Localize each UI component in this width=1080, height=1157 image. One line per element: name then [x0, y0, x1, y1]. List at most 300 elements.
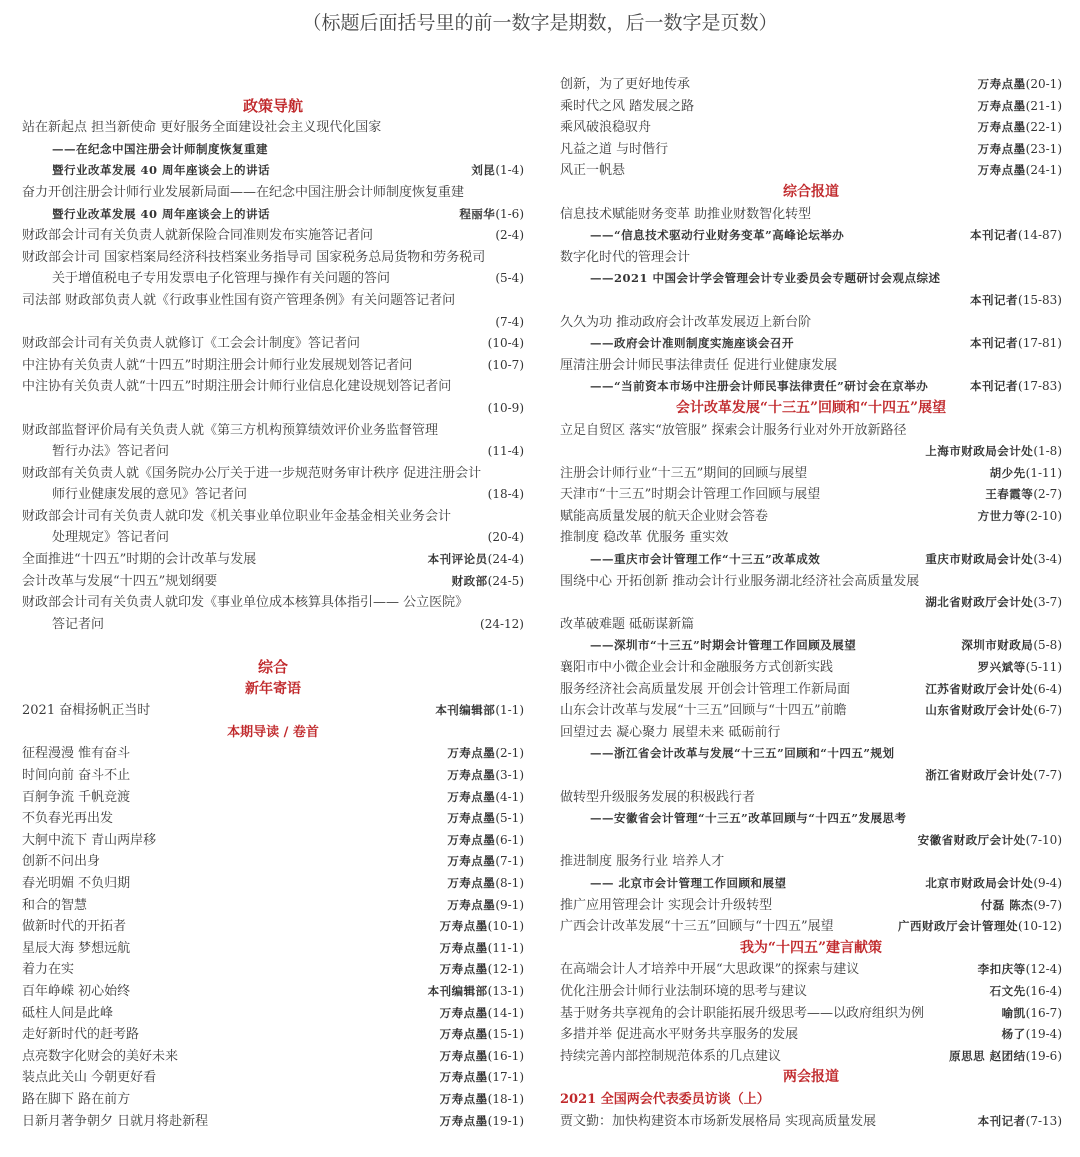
entry-title: —— 北京市会计管理工作回顾和展望	[590, 875, 787, 890]
entry-title: 创新不问出身	[22, 854, 101, 870]
entry-title: 服务经济社会高质量发展 开创会计管理工作新局面	[560, 681, 851, 697]
entry-author: 付磊 陈杰	[980, 897, 1034, 912]
toc-entry	[560, 420, 1062, 442]
entry-issue-page: (9-7)	[1033, 897, 1062, 912]
entry-issue-page: (1-8)	[1033, 444, 1062, 459]
toc-entry	[560, 592, 1062, 614]
entry-title: 中注协有关负责人就“十四五”时期注册会计师行业发展规划答记者问	[22, 357, 413, 373]
entry-author: 杨了	[1001, 1027, 1026, 1042]
entry-title: 装点此关山 今朝更好看	[22, 1070, 157, 1086]
toc-entry	[560, 484, 1062, 506]
entry-issue-page: (2-7)	[1033, 487, 1062, 502]
entry-author: 万寿点墨	[447, 897, 496, 912]
toc-entry	[560, 571, 1062, 593]
toc-entry	[560, 873, 1062, 895]
entry-issue-page: (18-1)	[487, 1091, 524, 1106]
entry-title: 全面推进“十四五”时期的会计改革与发展	[22, 552, 257, 568]
entry-title: 优化注册会计师行业法制环境的思考与建议	[560, 983, 808, 999]
entry-title: 路在脚下 路在前方	[22, 1091, 131, 1107]
toc-entry	[22, 527, 524, 549]
entry-issue-page: (10-12)	[1018, 919, 1062, 934]
entry-issue-page: (15-1)	[487, 1027, 524, 1042]
toc-entry	[22, 1046, 524, 1068]
entry-issue-page: (11-4)	[487, 444, 524, 459]
entry-title: 创新，为了更好地传承	[560, 77, 691, 92]
toc-entry	[560, 1024, 1062, 1046]
entry-issue-page: (24-4)	[487, 552, 524, 567]
entry-issue-page: (17-1)	[487, 1070, 524, 1085]
toc-entry	[560, 247, 1062, 269]
entry-source	[474, 614, 524, 636]
entry-source	[964, 225, 1062, 247]
entry-title: ——深圳市“十三五”时期会计管理工作回顾及展望	[590, 638, 857, 653]
entry-source	[489, 225, 524, 247]
entry-source	[441, 787, 524, 809]
entry-author: 本刊记者	[977, 1113, 1026, 1128]
toc-entry	[560, 225, 1062, 247]
entry-title: 百舸争流 千帆竞渡	[22, 789, 131, 805]
toc-entry	[22, 160, 524, 182]
toc-entry	[560, 808, 1062, 830]
entry-title: ——2021 中国会计学会管理会计专业委员会专题研讨会观点综述	[590, 271, 941, 286]
entry-issue-page: (6-7)	[1033, 703, 1062, 718]
entry-title: 司法部 财政部负责人就《行政事业性国有资产管理条例》有关问题答记者问	[22, 292, 456, 308]
entry-author: 深圳市财政局	[961, 638, 1034, 653]
entry-issue-page: (5-4)	[495, 271, 524, 286]
entry-issue-page: (10-4)	[487, 336, 524, 351]
toc-entry	[560, 657, 1062, 679]
entry-source	[972, 657, 1062, 679]
toc-entry	[560, 722, 1062, 744]
entry-source	[434, 1111, 524, 1133]
entry-title: 财政部会计司有关负责人就印发《机关事业单位职业年金基金相关业务会计	[22, 508, 452, 524]
toc-entry	[22, 506, 524, 528]
right-column	[560, 74, 1062, 1132]
entry-issue-page: (19-1)	[487, 1113, 524, 1128]
entry-source	[984, 981, 1062, 1003]
entry-issue-page: (7-13)	[1025, 1113, 1062, 1128]
entry-issue-page: (8-1)	[495, 875, 524, 890]
entry-issue-page: (6-1)	[495, 832, 524, 847]
subsection-heading: 本期导读 / 卷首	[227, 724, 319, 740]
entry-title: ——在纪念中国注册会计师制度恢复重建	[52, 141, 268, 156]
entry-source	[434, 916, 524, 938]
entry-author: 本刊评论员	[427, 552, 488, 567]
entry-title: 财政部会计司有关负责人就新保险合同准则发布实施答记者问	[22, 228, 374, 244]
entry-source	[919, 679, 1062, 701]
entry-title: 百年峥嵘 初心始终	[22, 983, 131, 999]
entry-source	[919, 592, 1062, 614]
toc-entry	[22, 1024, 524, 1046]
entry-author: 万寿点墨	[439, 1005, 488, 1020]
entry-author: 石文先	[989, 983, 1026, 998]
entry-title: 财政部有关负责人就《国务院办公厅关于进一步规范财务审计秩序 促进注册会计	[22, 465, 482, 481]
toc-entry	[22, 398, 524, 420]
entry-source	[919, 700, 1062, 722]
entry-author: 万寿点墨	[447, 854, 496, 869]
entry-title: 和合的智慧	[22, 897, 88, 913]
entry-author: 万寿点墨	[439, 1070, 488, 1085]
toc-entry	[560, 743, 1062, 765]
toc-entry	[22, 204, 524, 226]
entry-source	[996, 1003, 1062, 1025]
entry-author: 本刊记者	[970, 379, 1019, 394]
entry-author: 万寿点墨	[977, 98, 1026, 113]
entry-source	[441, 808, 524, 830]
entry-title: 财政部会计司有关负责人就印发《事业单位成本核算具体指引—— 公立医院》	[22, 595, 469, 611]
toc-entry	[560, 614, 1062, 636]
entry-title: 回望过去 凝心聚力 展望未来 砥砺前行	[560, 724, 781, 740]
entry-issue-page: (17-83)	[1018, 379, 1062, 394]
entry-source	[979, 484, 1062, 506]
entry-source	[984, 463, 1062, 485]
entry-title: 天津市“十三五”时期会计管理工作回顾与展望	[560, 487, 821, 503]
toc-entry	[560, 1111, 1062, 1133]
subsection-heading: 2021 全国两会代表委员访谈（上）	[560, 1091, 770, 1107]
entry-author: 万寿点墨	[447, 811, 496, 826]
entry-author: 万寿点墨	[439, 962, 488, 977]
entry-issue-page: (2-4)	[495, 228, 524, 243]
toc-entry	[22, 851, 524, 873]
toc-entry	[22, 873, 524, 895]
entry-source	[482, 333, 524, 355]
section-heading: 综合报道	[783, 183, 839, 200]
toc-entry	[560, 268, 1062, 290]
entry-issue-page: (3-1)	[495, 768, 524, 782]
entry-title: 基于财务共享视角的会计职能拓展升级思考——以政府组织为例	[560, 1005, 925, 1021]
entry-issue-page: (10-7)	[487, 357, 524, 372]
toc-entry	[22, 1003, 524, 1025]
entry-source	[434, 959, 524, 981]
entry-issue-page: (9-4)	[1033, 875, 1062, 890]
entry-source	[919, 441, 1062, 463]
toc-entry	[22, 765, 524, 787]
entry-title: 走好新时代的赶考路	[22, 1027, 140, 1043]
entry-author: 李扣庆等	[977, 962, 1026, 977]
entry-author: 万寿点墨	[447, 768, 496, 782]
entry-issue-page: (7-7)	[1033, 768, 1062, 782]
page-header-note: （标题后面括号里的前一数字是期数，后一数字是页数）	[302, 12, 778, 34]
toc-entry	[560, 376, 1062, 398]
entry-source	[441, 895, 524, 917]
entry-issue-page: (10-9)	[487, 400, 524, 415]
entry-issue-page: (1-4)	[495, 163, 524, 178]
entry-source	[955, 635, 1062, 657]
entry-source	[972, 74, 1062, 96]
entry-title: ——重庆市会计管理工作“十三五”改革成效	[590, 552, 821, 567]
entry-source	[446, 571, 524, 593]
entry-issue-page: (20-1)	[1025, 77, 1062, 91]
entry-title: 关于增值税电子专用发票电子化管理与操作有关问题的答问	[52, 271, 391, 287]
entry-title: 襄阳市中小微企业会计和金融服务方式创新实践	[560, 660, 834, 676]
entry-author: 万寿点墨	[977, 163, 1026, 178]
entry-title: 做新时代的开拓者	[22, 919, 127, 935]
toc-entry	[22, 225, 524, 247]
entry-source	[434, 1003, 524, 1025]
entry-title: 日新月著争朝夕 日就月将赴新程	[22, 1113, 209, 1129]
toc-entry	[22, 571, 524, 593]
entry-source	[996, 1024, 1062, 1046]
entry-title: 推广应用管理会计 实现会计升级转型	[560, 897, 773, 913]
entry-issue-page: (24-5)	[487, 573, 524, 588]
section-heading: 会计改革发展“十三五”回顾和“十四五”展望	[675, 399, 947, 416]
toc-entry	[22, 484, 524, 506]
entry-title: 大舸中流下 青山两岸移	[22, 832, 157, 848]
entry-author: 万寿点墨	[447, 875, 496, 890]
entry-source	[441, 765, 524, 787]
entry-title: 注册会计师行业“十三五”期间的回顾与展望	[560, 465, 808, 481]
entry-title: 乘时代之风 踏发展之路	[560, 98, 695, 114]
entry-issue-page: (19-4)	[1025, 1027, 1062, 1042]
entry-title: 时间向前 奋斗不止	[22, 768, 131, 783]
entry-source	[972, 139, 1062, 161]
entry-author: 万寿点墨	[439, 919, 488, 934]
toc-entry	[22, 355, 524, 377]
entry-author: 浙江省财政厅会计处	[925, 768, 1034, 782]
entry-title: 多措并举 促进高水平财务共享服务的发展	[560, 1027, 799, 1043]
entry-source	[434, 1024, 524, 1046]
toc-entry	[560, 117, 1062, 139]
entry-author: 重庆市财政局会计处	[925, 552, 1034, 567]
entry-author: 本刊记者	[970, 228, 1019, 243]
entry-source	[972, 506, 1062, 528]
entry-issue-page: (4-1)	[495, 789, 524, 804]
entry-author: 刘昆	[471, 163, 496, 178]
entry-issue-page: (5-11)	[1025, 660, 1062, 675]
toc-entry	[22, 117, 524, 139]
entry-title: 赋能高质量发展的航天企业财会答卷	[560, 508, 769, 524]
entry-title: 处理规定》答记者问	[52, 530, 170, 546]
toc-entry	[560, 312, 1062, 334]
entry-author: 方世力等	[977, 508, 1026, 523]
toc-entry	[22, 376, 524, 398]
entry-author: 万寿点墨	[439, 1113, 488, 1128]
toc-entry	[22, 1067, 524, 1089]
entry-title: ——“当前资本市场中注册会计师民事法律责任”研讨会在京举办	[590, 379, 929, 394]
entry-author: 万寿点墨	[977, 77, 1026, 91]
entry-issue-page: (16-1)	[487, 1048, 524, 1063]
toc-entry	[22, 182, 524, 204]
section-heading: 我为“十四五”建言献策	[739, 939, 883, 956]
entry-issue-page: (1-11)	[1025, 465, 1062, 480]
toc-entry	[22, 549, 524, 571]
toc-entry	[22, 139, 524, 161]
entry-issue-page: (5-1)	[495, 811, 524, 826]
entry-issue-page: (10-1)	[487, 919, 524, 934]
toc-entry	[560, 1046, 1062, 1068]
entry-author: 胡少先	[989, 465, 1026, 480]
entry-title: 在高端会计人才培养中开展“大思政课”的探索与建议	[560, 962, 860, 978]
entry-title: 不负春光再出发	[22, 811, 114, 827]
entry-source	[441, 830, 524, 852]
entry-issue-page: (2-10)	[1025, 508, 1062, 523]
entry-author: 万寿点墨	[447, 746, 496, 761]
entry-title: 推制度 稳改革 优服务 重实效	[560, 530, 729, 546]
entry-title: 贾文勤：加快构建资本市场新发展格局 实现高质量发展	[560, 1113, 877, 1129]
entry-title: 暂行办法》答记者问	[52, 444, 170, 460]
entry-issue-page: (1-1)	[495, 703, 524, 718]
entry-author: 安徽省财政厅会计处	[917, 832, 1026, 847]
entry-issue-page: (3-7)	[1033, 595, 1062, 610]
entry-source	[434, 1067, 524, 1089]
entry-source	[912, 830, 1062, 852]
entry-author: 北京市财政局会计处	[925, 875, 1034, 890]
entry-author: 本刊记者	[970, 336, 1019, 351]
entry-title: 会计改革与发展“十四五”规划纲要	[22, 573, 218, 589]
toc-entry	[22, 981, 524, 1003]
entry-source	[489, 268, 524, 290]
entry-issue-page: (13-1)	[487, 983, 524, 998]
entry-issue-page: (14-87)	[1018, 228, 1062, 243]
section-heading: 综合	[257, 658, 288, 677]
entry-issue-page: (9-1)	[495, 897, 524, 912]
toc-entry	[560, 96, 1062, 118]
entry-title: 改革破难题 砥砺谋新篇	[560, 616, 695, 632]
entry-title: 乘风破浪稳驭舟	[560, 120, 652, 136]
entry-title: ——政府会计准则制度实施座谈会召开	[590, 336, 794, 351]
entry-issue-page: (11-1)	[487, 940, 524, 955]
entry-source	[441, 873, 524, 895]
entry-author: 原思思 赵团结	[949, 1048, 1026, 1063]
entry-source	[465, 160, 524, 182]
toc-entry	[22, 441, 524, 463]
entry-title: 信息技术赋能财务变革 助推业财数智化转型	[560, 206, 812, 222]
toc-entry	[22, 290, 524, 312]
entry-author: 万寿点墨	[977, 141, 1026, 156]
toc-entry	[22, 312, 524, 334]
toc-entry	[560, 290, 1062, 312]
toc-entry	[560, 1003, 1062, 1025]
entry-author: 本刊编辑部	[435, 703, 496, 718]
entry-title: 暨行业改革发展 40 周年座谈会上的讲话	[52, 163, 271, 178]
entry-source	[972, 96, 1062, 118]
entry-source	[964, 376, 1062, 398]
entry-source	[919, 765, 1062, 787]
toc-entry	[22, 420, 524, 442]
entry-issue-page: (24-1)	[1025, 163, 1062, 178]
toc-entry	[560, 895, 1062, 917]
entry-source	[482, 484, 524, 506]
entry-author: 本刊编辑部	[427, 983, 488, 998]
entry-issue-page: (16-7)	[1025, 1005, 1062, 1020]
entry-source	[975, 895, 1062, 917]
entry-source	[441, 851, 524, 873]
entry-issue-page: (20-4)	[487, 530, 524, 545]
entry-source	[919, 549, 1062, 571]
entry-author: 喻凯	[1001, 1005, 1026, 1020]
left-column	[22, 74, 524, 1132]
entry-author: 上海市财政局会计处	[925, 444, 1034, 459]
entry-source	[434, 1089, 524, 1111]
entry-issue-page: (22-1)	[1025, 120, 1062, 135]
entry-title: ——“信息技术驱动行业财务变革”高峰论坛举办	[590, 228, 845, 243]
entry-title: 风正一帆悬	[560, 163, 626, 179]
entry-issue-page: (1-6)	[495, 206, 524, 221]
toc-entry	[22, 463, 524, 485]
toc-entry	[22, 787, 524, 809]
entry-issue-page: (15-83)	[1018, 292, 1062, 307]
entry-issue-page: (7-1)	[495, 854, 524, 869]
entry-author: 广西财政厅会计管理处	[898, 919, 1019, 934]
entry-source	[422, 549, 524, 571]
entry-title: ——安徽省会计管理“十三五”改革回顾与“十四五”发展思考	[590, 811, 907, 826]
entry-source	[489, 312, 524, 334]
toc-entry	[560, 204, 1062, 226]
entry-source	[482, 527, 524, 549]
entry-issue-page: (24-12)	[480, 616, 524, 631]
section-heading: 政策导航	[242, 96, 303, 115]
entry-title: 广西会计改革发展“十三五”回顾与“十四五”展望	[560, 919, 834, 935]
entry-title: 立足自贸区 落实“放管服” 探索会计服务行业对外开放新路径	[560, 422, 907, 438]
entry-title: 星辰大海 梦想远航	[22, 940, 131, 956]
toc-entry	[22, 959, 524, 981]
toc-entry	[22, 830, 524, 852]
entry-author: 王春霞等	[985, 487, 1034, 502]
entry-title: 久久为功 推动政府会计改革发展迈上新台阶	[560, 314, 812, 330]
entry-title: 中注协有关负责人就“十四五”时期注册会计师行业信息化建设规划答记者问	[22, 379, 452, 395]
entry-source	[429, 700, 524, 722]
entry-issue-page: (12-4)	[1025, 962, 1062, 977]
toc-entry	[560, 333, 1062, 355]
entry-author: 万寿点墨	[447, 789, 496, 804]
entry-title: 点亮数字化财会的美好未来	[22, 1048, 179, 1064]
toc-entry	[22, 614, 524, 636]
entry-issue-page: (21-1)	[1025, 98, 1062, 113]
entry-title: 财政部监督评价局有关负责人就《第三方机构预算绩效评价业务监督管理	[22, 422, 439, 438]
entry-title: 做转型升级服务发展的积极践行者	[560, 789, 756, 805]
entry-title: 数字化时代的管理会计	[560, 249, 691, 265]
entry-author: 万寿点墨	[447, 832, 496, 847]
section-heading: 新年寄语	[245, 680, 301, 697]
entry-source	[964, 290, 1062, 312]
entry-issue-page: (23-1)	[1025, 141, 1062, 156]
entry-source	[434, 1046, 524, 1068]
toc-entry	[22, 1111, 524, 1133]
entry-author: 万寿点墨	[977, 120, 1026, 135]
entry-issue-page: (19-6)	[1025, 1048, 1062, 1063]
entry-author: 万寿点墨	[439, 1091, 488, 1106]
entry-issue-page: (2-1)	[495, 746, 524, 761]
entry-issue-page: (6-4)	[1033, 681, 1062, 696]
toc-entry	[22, 916, 524, 938]
entry-source	[972, 959, 1062, 981]
toc-entry	[22, 938, 524, 960]
entry-source	[964, 333, 1062, 355]
entry-author: 山东省财政厅会计处	[925, 703, 1034, 718]
entry-issue-page: (7-4)	[495, 314, 524, 329]
entry-title: 砥柱人间是此峰	[22, 1005, 114, 1021]
entry-source	[482, 398, 524, 420]
entry-title: ——浙江省会计改革与发展“十三五”回顾和“十四五”规划	[590, 746, 895, 761]
entry-author: 罗兴斌等	[977, 660, 1026, 675]
spacer	[22, 635, 524, 657]
entry-source	[434, 938, 524, 960]
toc-entry	[560, 765, 1062, 787]
entry-issue-page: (17-81)	[1018, 336, 1062, 351]
entry-issue-page: (14-1)	[487, 1005, 524, 1020]
entry-title: 山东会计改革与发展“十三五”回顾与“十四五”前瞻	[560, 703, 847, 719]
entry-source	[422, 981, 524, 1003]
entry-author: 湖北省财政厅会计处	[925, 595, 1034, 610]
entry-source	[453, 204, 524, 226]
toc-entry	[560, 355, 1062, 377]
entry-title: 春光明媚 不负归期	[22, 875, 131, 891]
entry-title: 围绕中心 开拓创新 推动会计行业服务湖北经济社会高质量发展	[560, 573, 920, 589]
entry-issue-page: (5-8)	[1033, 638, 1062, 653]
entry-source	[482, 355, 524, 377]
toc-entry	[22, 333, 524, 355]
toc-entry	[560, 787, 1062, 809]
